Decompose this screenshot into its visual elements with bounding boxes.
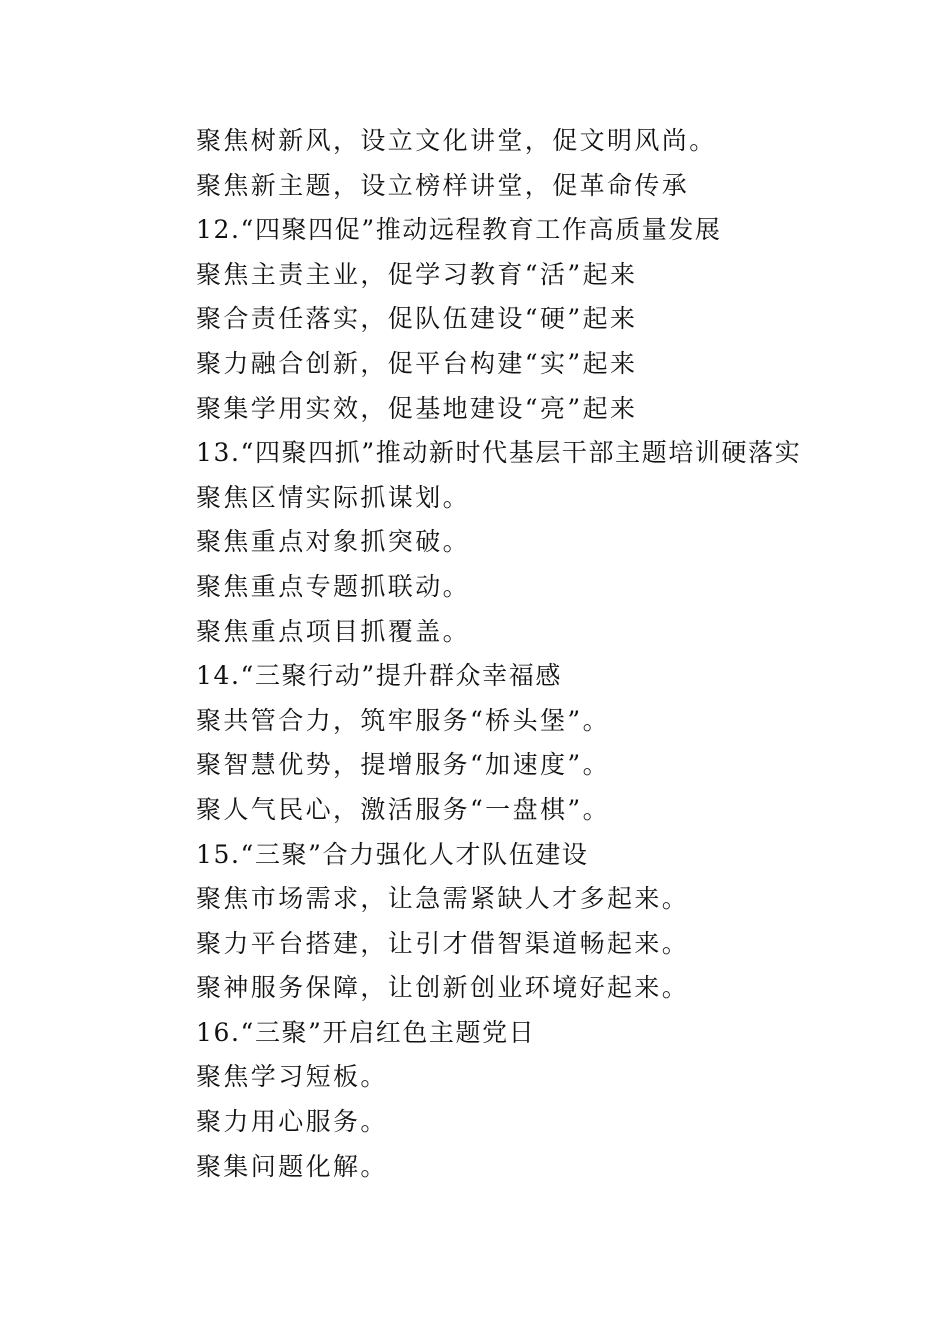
text-line: 聚集学用实效，促基地建设“亮”起来 — [196, 393, 638, 423]
text-line: 聚智慧优势，提增服务“加速度”。 — [196, 750, 610, 780]
text-line: 聚焦新主题，设立榜样讲堂，促革命传承 — [196, 170, 690, 200]
text-line: 聚神服务保障，让创新创业环境好起来。 — [196, 973, 690, 1003]
text-line: 聚合责任落实，促队伍建设“硬”起来 — [196, 304, 638, 334]
section-heading: 16.“三聚”开启红色主题党日 — [196, 1017, 536, 1047]
text-line: 聚力平台搭建，让引才借智渠道畅起来。 — [196, 928, 690, 958]
text-line: 聚焦重点项目抓覆盖。 — [196, 616, 471, 646]
section-heading: 15.“三聚”合力强化人才队伍建设 — [196, 839, 589, 869]
text-line: 聚集问题化解。 — [196, 1151, 388, 1181]
section-heading: 13.“四聚四抓”推动新时代基层干部主题培训硬落实 — [196, 438, 802, 468]
text-line: 聚人气民心，激活服务“一盘棋”。 — [196, 794, 610, 824]
text-line: 聚焦重点对象抓突破。 — [196, 527, 471, 557]
section-heading: 12.“四聚四促”推动远程教育工作高质量发展 — [196, 215, 722, 245]
text-line: 聚力融合创新，促平台构建“实”起来 — [196, 348, 638, 378]
text-line: 聚焦区情实际抓谋划。 — [196, 482, 471, 512]
text-line: 聚焦市场需求，让急需紧缺人才多起来。 — [196, 884, 690, 914]
text-line: 聚焦学习短板。 — [196, 1062, 388, 1092]
text-line: 聚力用心服务。 — [196, 1107, 388, 1137]
text-line: 聚焦重点专题抓联动。 — [196, 571, 471, 601]
text-line: 聚焦主责主业，促学习教育“活”起来 — [196, 259, 638, 289]
section-heading: 14.“三聚行动”提升群众幸福感 — [196, 661, 562, 691]
text-line: 聚焦树新风，设立文化讲堂，促文明风尚。 — [196, 126, 717, 155]
document-body — [196, 119, 896, 1189]
text-line: 聚共管合力，筑牢服务“桥头堡”。 — [196, 705, 610, 735]
